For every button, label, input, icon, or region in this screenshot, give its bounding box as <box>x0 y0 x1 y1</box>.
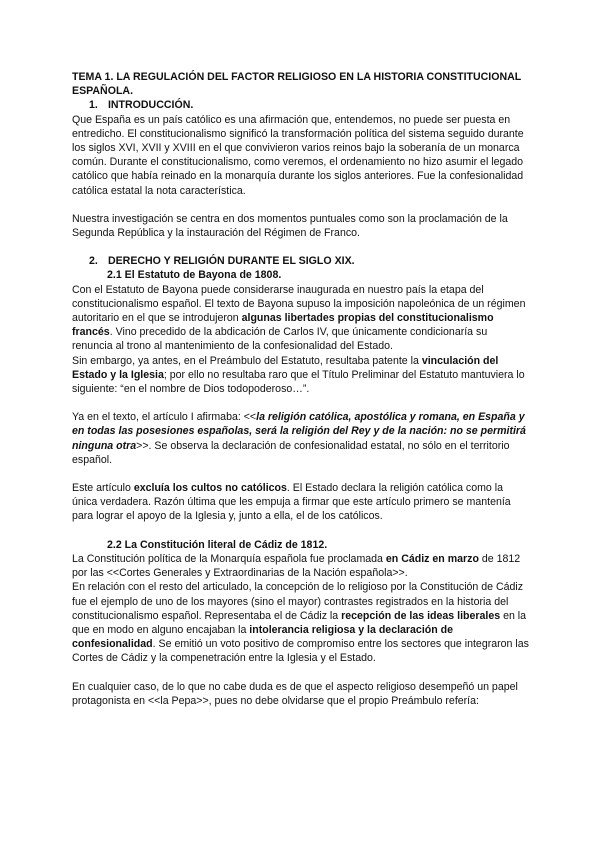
bayona-paragraph-2: Sin embargo, ya antes, en el Preámbulo del Estatuto, resultaba patente la vinculación del Estado y la Iglesia; por ello no resultaba raro que el Título Preliminar del Estatuto mantuviera lo siguiente: “en el nombre de Dios todopoderoso…”. <box>72 354 525 396</box>
document-page <box>72 70 530 708</box>
section-1-title: INTRODUCCIÓN. <box>107 99 194 112</box>
cadiz-paragraph-3: En cualquier caso, de lo que no cabe duda es de que el aspecto religioso desempeñó un papel protagonista en <<la Pepa>>, pues no debe olvidarse que el propio Preámbulo refería: <box>72 680 518 707</box>
bayona-paragraph-3: Ya en el texto, el artículo I afirmaba: <<la religión católica, apostólica y romana, en España y en todas las posesiones españolas, será la religión del Rey y de la nación: no se permitirá ninguna otra>>. Se observa la declaración de confesionalidad estatal, no sólo en el territorio español. <box>72 411 526 466</box>
section-1-heading <box>89 98 530 112</box>
bayona-paragraph-4: Este artículo excluía los cultos no católicos. El Estado declara la religión católica como la única verdadera. Razón última que les empuja a firmar que este artículo primero se mantenía para lograr el apoyo de la Iglesia y, junto a ella, el de los católicos. <box>72 482 511 523</box>
bayona-paragraph-1: Con el Estatuto de Bayona puede considerarse inaugurada en nuestro país la etapa del constitucionalismo español. El texto de Bayona supuso la imposición napoleónica de un régimen autoritario en el que se introdujeron algunas libertades propias del constitucionalismo francés. Vino precedido de la abdicación de Carlos IV, que únicamente condicionaría su renuncia al trono al mantenimiento de la confesionalidad del Estado. <box>72 283 526 353</box>
subsection-2-1-heading: 2.1 El Estatuto de Bayona de 1808. <box>107 269 282 282</box>
section-2-title: DERECHO Y RELIGIÓN DURANTE EL SIGLO XIX. <box>107 255 355 268</box>
section-2-heading <box>89 254 530 268</box>
subsection-2-2-heading: 2.2 La Constitución literal de Cádiz de 1812. <box>107 538 328 551</box>
cadiz-paragraph-2: En relación con el resto del articulado, la concepción de lo religioso por la Constitución de Cádiz fue el ejemplo de uno de los mayores (sino el mayor) contrastes registrados en la historia del constitucionalismo español. Representaba el de Cádiz la recepción de las ideas liberales en la que en modo en alguno encajaban la intolerancia religiosa y la declaración de confesionalidad. Se emitió un voto positivo de compromiso entre los sectores que integraron las Cortes de Cádiz y la compenetración entre la Iglesia y el Estado. <box>72 581 529 665</box>
intro-paragraph-2: Nuestra investigación se centra en dos momentos puntuales como son la proclamación de la Segunda República y la instauración del Régimen de Franco. <box>72 212 508 240</box>
cadiz-paragraph-1: La Constitución política de la Monarquía española fue proclamada en Cádiz en marzo de 1812 por las <<Cortes Generales y Extraordinarias de la Nación española>>. <box>72 552 521 580</box>
document-title: TEMA 1. LA REGULACIÓN DEL FACTOR RELIGIOSO EN LA HISTORIA CONSTITUCIONAL ESPAÑOLA. <box>72 71 522 98</box>
section-2-number: 2. <box>89 255 98 268</box>
intro-paragraph-1: Que España es un país católico es una afirmación que, entendemos, no puede ser puesta en entredicho. El constitucionalismo significó la transformación política del sistema seguido durante los siglos XVI, XVII y XVIII en el que convivieron varios reinos bajo la soberanía de un monarca común. Durante el constitucionalismo, como veremos, el ordenamiento no hizo asumir el legado católico que había reinado en la monarquía durante los siglos anteriores. Fue la confesionalidad católica estatal la nota característica. <box>72 113 524 197</box>
section-1-number: 1. <box>89 99 98 112</box>
